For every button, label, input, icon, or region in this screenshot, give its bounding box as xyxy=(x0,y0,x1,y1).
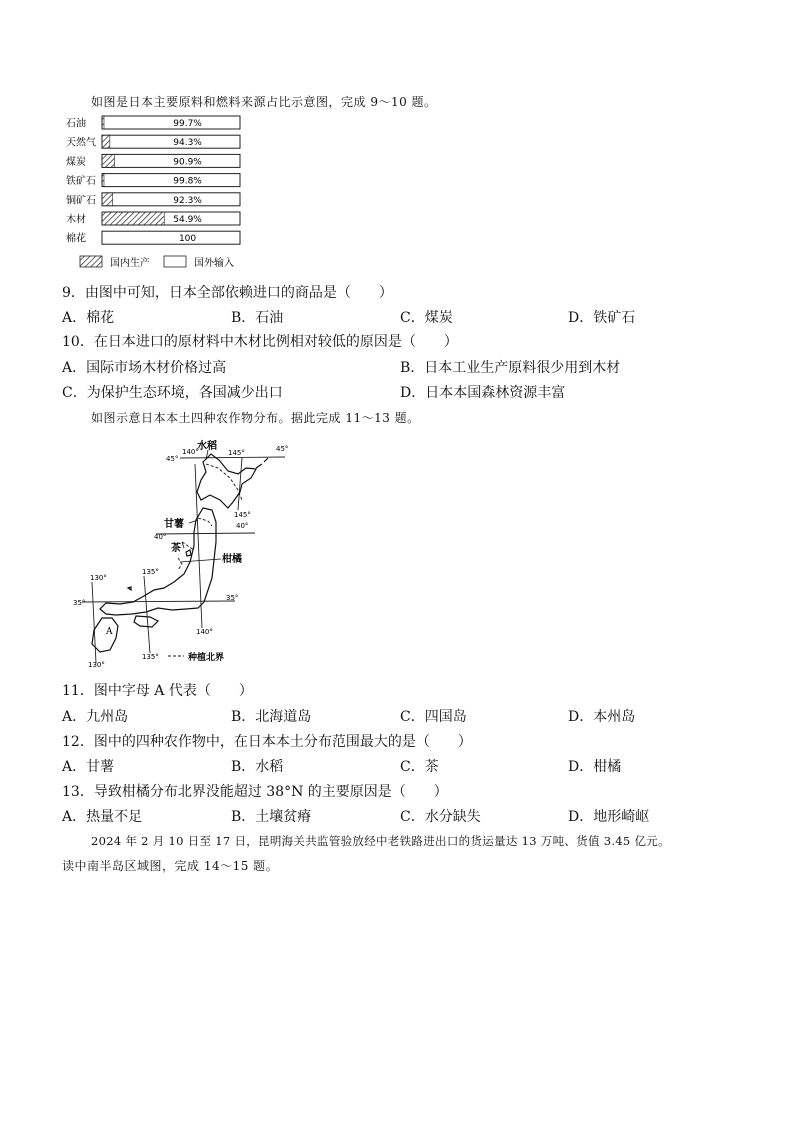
lon-label-145-bottom: 145° xyxy=(234,511,251,519)
chart-legend xyxy=(80,256,234,269)
question-12: 12．图中的四种农作物中，在日本本土分布范围最大的是（ ） xyxy=(62,734,472,750)
intro-q14-15-line1: 2024 年 2 月 10 日至 17 日，昆明海关共监管验放经中老铁路进出口的货运量达 13 万吨、货值 3.45 亿元。 xyxy=(91,834,670,848)
category-label: 铜矿石 xyxy=(66,195,96,207)
lon-135-line xyxy=(144,576,150,653)
intro-q11-13: 如图示意日本本土四种农作物分布。据此完成 11～13 题。 xyxy=(91,411,420,425)
intro-q9-10: 如图是日本主要原料和燃料来源占比示意图，完成 9～10 题。 xyxy=(91,95,437,109)
bar-value-label: 54.9% xyxy=(173,215,202,225)
q10-option-d[interactable]: D．日本本国森林资源丰富 xyxy=(400,385,566,401)
category-label: 石油 xyxy=(66,118,86,130)
bar-value-label: 94.3% xyxy=(173,138,202,149)
q9-option-b[interactable]: B．石油 xyxy=(231,310,284,326)
lon-label-140-bottom: 140° xyxy=(196,628,213,636)
lon-label-145-top: 145° xyxy=(228,449,245,457)
question-11: 11．图中字母 A 代表（ ） xyxy=(62,683,253,699)
crop-label-tea: 茶 xyxy=(171,543,181,554)
bar-import xyxy=(102,174,240,187)
q13-option-a[interactable]: A．热量不足 xyxy=(62,809,143,825)
q13-option-d[interactable]: D．地形崎岖 xyxy=(568,809,650,825)
lat-label-35-left: 35° xyxy=(73,599,86,607)
bar-value-label: 99.7% xyxy=(173,119,202,129)
legend-import-swatch xyxy=(164,256,186,267)
bar-domestic xyxy=(102,135,110,148)
q13-option-c[interactable]: C．水分缺失 xyxy=(400,809,481,825)
q9-option-a[interactable]: A．棉花 xyxy=(62,310,115,326)
legend-import-label: 国外输入 xyxy=(194,258,234,269)
bar-import xyxy=(102,135,240,148)
lon-label-135-bottom: 135° xyxy=(142,653,159,661)
rice-boundary xyxy=(206,464,242,500)
bar-import xyxy=(102,231,240,244)
bar-import xyxy=(102,154,240,167)
question-10: 10．在日本进口的原材料中木材比例相对较低的原因是（ ） xyxy=(62,334,458,350)
crop-label-rice: 水稻 xyxy=(197,441,217,452)
letter-a-label: A xyxy=(106,627,113,637)
crop-label-citrus: 柑橘 xyxy=(222,554,242,565)
lon-130-line xyxy=(92,582,96,663)
legend-domestic-swatch xyxy=(80,256,102,267)
kyushu-outline xyxy=(92,618,118,652)
q12-option-b[interactable]: B．水稻 xyxy=(231,759,284,775)
honshu-outline xyxy=(100,508,216,615)
lat-label-45-left: 45° xyxy=(166,455,179,463)
oki-island xyxy=(128,587,131,590)
kurils xyxy=(256,458,268,468)
intro-q14-15-line2: 读中南半岛区域图，完成 14～15 题。 xyxy=(62,859,279,873)
bar-value-label: 90.9% xyxy=(173,157,202,168)
lon-label-140-top: 140° xyxy=(182,448,199,456)
category-label: 棉花 xyxy=(66,233,86,245)
q11-option-a[interactable]: A．九州岛 xyxy=(62,709,129,725)
q9-option-c[interactable]: C．煤炭 xyxy=(400,310,453,326)
bar-value-label: 99.8% xyxy=(173,176,202,187)
category-label: 煤炭 xyxy=(66,156,86,168)
bar-domestic xyxy=(102,154,115,167)
question-13: 13．导致柑橘分布北界没能超过 38°N 的主要原因是（ ） xyxy=(62,784,448,800)
shikoku-outline xyxy=(134,616,158,627)
lon-label-135-top: 135° xyxy=(142,568,159,576)
japan-crop-map xyxy=(70,438,290,670)
category-label: 铁矿石 xyxy=(66,176,96,188)
lat-label-45-right: 45° xyxy=(276,445,289,453)
lat-label-40-right: 40° xyxy=(236,522,249,530)
citrus-boundary xyxy=(178,558,182,570)
crop-label-sweetpotato: 甘薯 xyxy=(164,519,184,530)
q11-option-b[interactable]: B．北海道岛 xyxy=(231,709,312,725)
bar-import xyxy=(102,193,240,206)
tea-boundary xyxy=(182,542,194,550)
question-9: 9．由图中可知，日本全部依赖进口的商品是（ ） xyxy=(62,285,393,301)
q12-option-c[interactable]: C．茶 xyxy=(400,759,439,775)
legend-domestic-label: 国内生产 xyxy=(110,258,150,269)
q10-option-c[interactable]: C．为保护生态环境，各国减少出口 xyxy=(62,385,283,401)
category-label: 木材 xyxy=(66,214,86,226)
q10-option-a[interactable]: A．国际市场木材价格过高 xyxy=(62,360,227,376)
q10-option-b[interactable]: B．日本工业生产原料很少用到木材 xyxy=(400,360,621,376)
q11-option-d[interactable]: D．本州岛 xyxy=(568,709,636,725)
lat-label-35-right: 35° xyxy=(226,594,239,602)
bar-domestic xyxy=(102,212,164,225)
sado-island xyxy=(186,550,191,556)
source-ratio-chart xyxy=(62,114,262,274)
q13-option-b[interactable]: B．土壤贫瘠 xyxy=(231,809,312,825)
lat-45-line xyxy=(180,457,285,458)
q12-option-a[interactable]: A．甘薯 xyxy=(62,759,115,775)
lat-40-line xyxy=(156,533,255,534)
bar-import xyxy=(102,116,240,129)
bar-value-label: 100 xyxy=(178,234,197,245)
q12-option-d[interactable]: D．柑橘 xyxy=(568,759,622,775)
lon-label-130-top: 130° xyxy=(90,574,107,582)
hokkaido-outline xyxy=(197,454,256,508)
lat-label-40-left: 40° xyxy=(154,533,167,541)
lon-label-130-bottom: 130° xyxy=(88,661,105,669)
sweetpotato-boundary xyxy=(198,518,212,526)
map-legend-label: 种植北界 xyxy=(188,653,225,663)
category-label: 天然气 xyxy=(66,137,96,149)
q11-option-c[interactable]: C．四国岛 xyxy=(400,709,467,725)
lat-35-line xyxy=(82,601,235,602)
bar-domestic xyxy=(102,193,113,206)
bar-value-label: 92.3% xyxy=(173,195,202,206)
q9-option-d[interactable]: D．铁矿石 xyxy=(568,310,636,326)
